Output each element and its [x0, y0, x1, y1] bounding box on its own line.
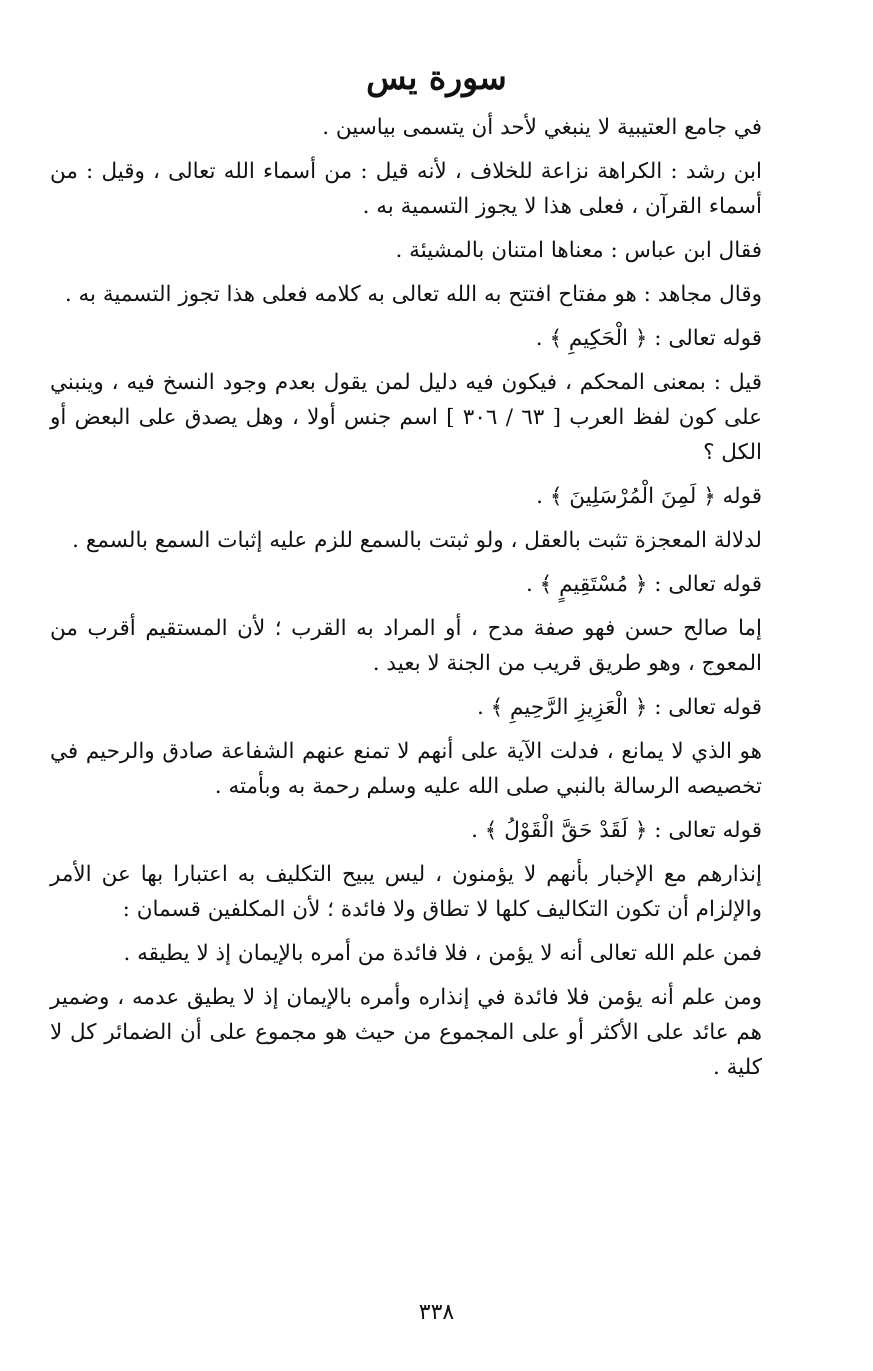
verse-heading: قوله تعالى : ﴿ لَقَدْ حَقَّ الْقَوْلُ ﴾ . — [471, 818, 762, 843]
paragraph: وقال مجاهد : هو مفتاح افتتح به الله تعالى به كلامه فعلى هذا تجوز التسمية به . — [64, 282, 762, 307]
paragraph: إنذارهم مع الإخبار بأنهم لا يؤمنون ، ليس يبيح التكليف به اعتبارا بها عن الأمر والإلزام أن تكون التكاليف كلها لا تطاق ولا فائدة ؛ لأن المكلفين قسمان : — [50, 862, 762, 922]
paragraph: ومن علم أنه يؤمن فلا فائدة في إنذاره وأمره بالإيمان إذ لا يطيق عدمه ، وضمير هم عائد على الأكثر أو على المجموع من حيث هو مجموع على أن الضمائر كل لا كلية . — [50, 985, 762, 1080]
verse-heading: قوله تعالى : ﴿ الْحَكِيمِ ﴾ . — [535, 326, 762, 351]
body-text — [50, 110, 762, 1094]
paragraph: فمن علم الله تعالى أنه لا يؤمن ، فلا فائدة من أمره بالإيمان إذ لا يطيقه . — [123, 941, 762, 966]
paragraph: لدلالة المعجزة تثبت بالعقل ، ولو ثبتت بالسمع للزم عليه إثبات السمع بالسمع . — [72, 528, 762, 553]
page-number: ٣٣٨ — [418, 1300, 455, 1325]
paragraph: فقال ابن عباس : معناها امتنان بالمشيئة . — [395, 238, 762, 263]
paragraph: في جامع العتيبية لا ينبغي لأحد أن يتسمى بياسين . — [322, 115, 762, 140]
surah-title: سورة يس — [366, 58, 507, 97]
paragraph: إما صالح حسن فهو صفة مدح ، أو المراد به القرب ؛ لأن المستقيم أقرب من المعوج ، وهو طريق قريب من الجنة لا بعيد . — [50, 616, 762, 676]
verse-heading: قوله تعالى : ﴿ مُسْتَقِيمٍ ﴾ . — [526, 572, 762, 597]
paragraph: قيل : بمعنى المحكم ، فيكون فيه دليل لمن يقول بعدم وجود النسخ فيه ، وينبني على كون لفظ العرب [ ٦٣ / ٣٠٦ ] اسم جنس أولا ، وهل يصدق على البعض أو الكل ؟ — [50, 370, 762, 465]
verse-heading: قوله تعالى : ﴿ الْعَزِيزِ الرَّحِيمِ ﴾ . — [476, 695, 762, 720]
paragraph: ابن رشد : الكراهة نزاعة للخلاف ، لأنه قيل : من أسماء الله تعالى ، وقيل : من أسماء القرآن ، فعلى هذا لا يجوز التسمية به . — [50, 159, 762, 219]
paragraph: هو الذي لا يمانع ، فدلت الآية على أنهم لا تمنع عنهم الشفاعة صادق والرحيم في تخصيصه الرسالة بالنبي صلى الله عليه وسلم رحمة به وبأمته . — [50, 739, 762, 799]
verse-heading: قوله ﴿ لَمِنَ الْمُرْسَلِينَ ﴾ . — [536, 484, 762, 509]
